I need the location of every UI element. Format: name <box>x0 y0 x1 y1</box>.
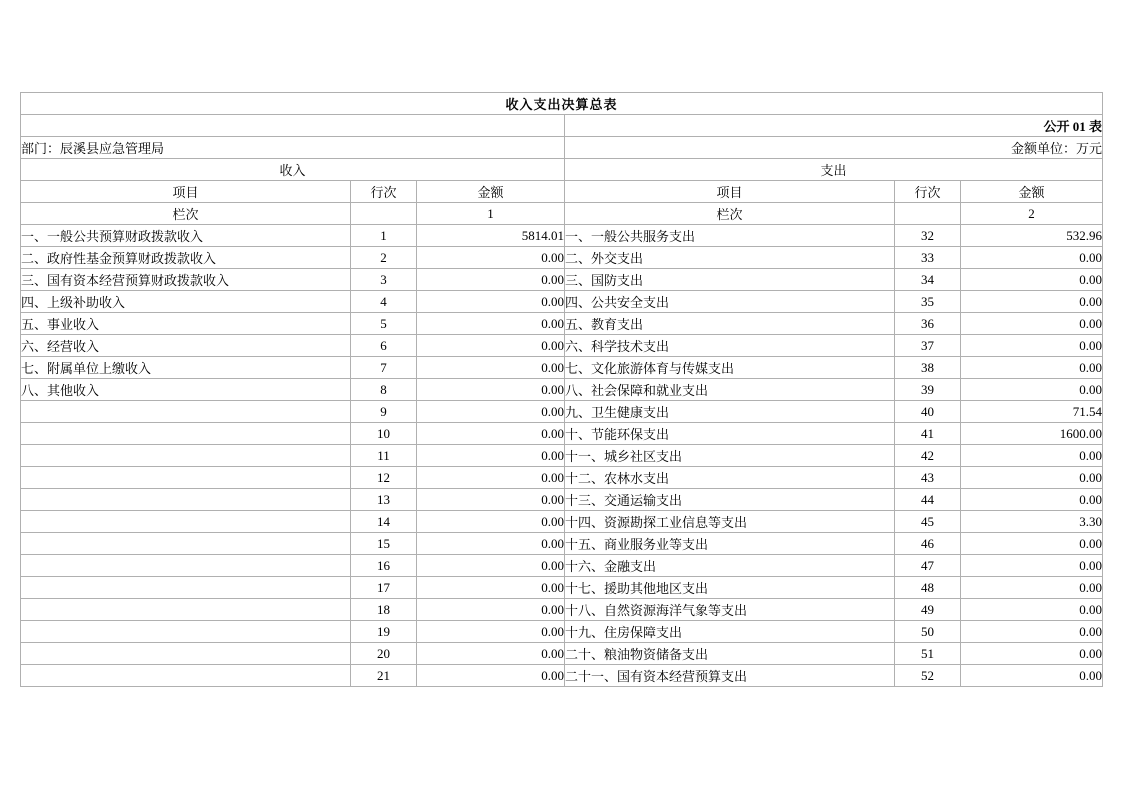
expense-rowno-cell: 44 <box>895 489 961 511</box>
income-rowno-cell: 6 <box>351 335 417 357</box>
expense-item-cell: 五、教育支出 <box>565 313 895 335</box>
income-rowno-cell: 17 <box>351 577 417 599</box>
expense-rowno-header: 行次 <box>895 181 961 203</box>
table-row <box>21 379 1103 401</box>
table-row <box>21 291 1103 313</box>
amount-unit-label: 金额单位：万元 <box>565 137 1103 159</box>
income-item-cell <box>21 621 351 643</box>
income-rowno-cell: 15 <box>351 533 417 555</box>
table-row <box>21 445 1103 467</box>
income-amount-cell: 0.00 <box>417 643 565 665</box>
expense-item-cell: 二十一、国有资本经营预算支出 <box>565 665 895 687</box>
expense-rowno-cell: 32 <box>895 225 961 247</box>
income-rowno-cell: 18 <box>351 599 417 621</box>
meta-row <box>21 137 1103 159</box>
expense-amount-cell: 71.54 <box>961 401 1103 423</box>
expense-amount-cell: 532.96 <box>961 225 1103 247</box>
expense-lane-blank <box>895 203 961 225</box>
expense-amount-cell: 0.00 <box>961 467 1103 489</box>
income-rowno-cell: 16 <box>351 555 417 577</box>
expense-rowno-cell: 41 <box>895 423 961 445</box>
page-title: 收入支出决算总表 <box>21 93 1103 115</box>
expense-item-cell: 二十、粮油物资储备支出 <box>565 643 895 665</box>
income-lane-label: 栏次 <box>21 203 351 225</box>
table-row <box>21 533 1103 555</box>
table-row <box>21 489 1103 511</box>
table-row <box>21 467 1103 489</box>
income-amount-cell: 0.00 <box>417 445 565 467</box>
income-rowno-cell: 4 <box>351 291 417 313</box>
income-rowno-cell: 9 <box>351 401 417 423</box>
income-item-cell: 四、上级补助收入 <box>21 291 351 313</box>
expense-rowno-cell: 40 <box>895 401 961 423</box>
expense-amount-cell: 0.00 <box>961 335 1103 357</box>
income-item-cell <box>21 533 351 555</box>
income-item-cell: 一、一般公共预算财政拨款收入 <box>21 225 351 247</box>
income-item-cell: 三、国有资本经营预算财政拨款收入 <box>21 269 351 291</box>
expense-amount-cell: 0.00 <box>961 643 1103 665</box>
table-row <box>21 423 1103 445</box>
department-label: 部门：辰溪县应急管理局 <box>21 137 565 159</box>
expense-item-cell: 十一、城乡社区支出 <box>565 445 895 467</box>
expense-item-cell: 十五、商业服务业等支出 <box>565 533 895 555</box>
table-row <box>21 269 1103 291</box>
expense-amount-cell: 0.00 <box>961 555 1103 577</box>
income-amount-cell: 0.00 <box>417 511 565 533</box>
income-rowno-cell: 14 <box>351 511 417 533</box>
income-amount-cell: 0.00 <box>417 313 565 335</box>
expense-item-cell: 四、公共安全支出 <box>565 291 895 313</box>
income-amount-cell: 0.00 <box>417 423 565 445</box>
table-row <box>21 225 1103 247</box>
expense-rowno-cell: 43 <box>895 467 961 489</box>
income-amount-cell: 0.00 <box>417 291 565 313</box>
expense-item-cell: 一、一般公共服务支出 <box>565 225 895 247</box>
income-rowno-header: 行次 <box>351 181 417 203</box>
income-amount-cell: 0.00 <box>417 665 565 687</box>
expense-amount-cell: 0.00 <box>961 577 1103 599</box>
expense-rowno-cell: 39 <box>895 379 961 401</box>
income-item-cell <box>21 445 351 467</box>
income-item-cell <box>21 665 351 687</box>
expense-amount-cell: 1600.00 <box>961 423 1103 445</box>
income-item-cell <box>21 643 351 665</box>
expense-amount-cell: 0.00 <box>961 379 1103 401</box>
income-item-cell: 六、经营收入 <box>21 335 351 357</box>
income-item-cell <box>21 401 351 423</box>
expense-item-header: 项目 <box>565 181 895 203</box>
expense-rowno-cell: 37 <box>895 335 961 357</box>
expense-amount-cell: 0.00 <box>961 357 1103 379</box>
income-group-header: 收入 <box>21 159 565 181</box>
table-row <box>21 401 1103 423</box>
lane-header-row <box>21 203 1103 225</box>
expense-amount-cell: 3.30 <box>961 511 1103 533</box>
income-rowno-cell: 20 <box>351 643 417 665</box>
income-amount-cell: 5814.01 <box>417 225 565 247</box>
expense-rowno-cell: 38 <box>895 357 961 379</box>
expense-amount-cell: 0.00 <box>961 621 1103 643</box>
income-amount-cell: 0.00 <box>417 621 565 643</box>
income-rowno-cell: 1 <box>351 225 417 247</box>
income-amount-cell: 0.00 <box>417 577 565 599</box>
budget-summary-table <box>20 92 1103 687</box>
income-rowno-cell: 8 <box>351 379 417 401</box>
expense-item-cell: 二、外交支出 <box>565 247 895 269</box>
income-amount-cell: 0.00 <box>417 599 565 621</box>
income-rowno-cell: 10 <box>351 423 417 445</box>
income-item-cell: 七、附属单位上缴收入 <box>21 357 351 379</box>
income-rowno-cell: 13 <box>351 489 417 511</box>
expense-item-cell: 七、文化旅游体育与传媒支出 <box>565 357 895 379</box>
income-amount-cell: 0.00 <box>417 467 565 489</box>
income-amount-cell: 0.00 <box>417 555 565 577</box>
table-row <box>21 357 1103 379</box>
income-amount-header: 金额 <box>417 181 565 203</box>
group-header-row <box>21 159 1103 181</box>
table-row <box>21 577 1103 599</box>
income-item-cell <box>21 599 351 621</box>
expense-group-header: 支出 <box>565 159 1103 181</box>
income-item-cell <box>21 489 351 511</box>
income-item-cell <box>21 423 351 445</box>
expense-item-cell: 十九、住房保障支出 <box>565 621 895 643</box>
expense-rowno-cell: 47 <box>895 555 961 577</box>
expense-item-cell: 三、国防支出 <box>565 269 895 291</box>
table-row <box>21 599 1103 621</box>
expense-rowno-cell: 33 <box>895 247 961 269</box>
title-row <box>21 93 1103 115</box>
income-amount-cell: 0.00 <box>417 533 565 555</box>
expense-rowno-cell: 46 <box>895 533 961 555</box>
expense-item-cell: 十二、农林水支出 <box>565 467 895 489</box>
expense-lane-number: 2 <box>961 203 1103 225</box>
income-rowno-cell: 12 <box>351 467 417 489</box>
expense-rowno-cell: 51 <box>895 643 961 665</box>
expense-item-cell: 十七、援助其他地区支出 <box>565 577 895 599</box>
table-row <box>21 555 1103 577</box>
table-row <box>21 511 1103 533</box>
expense-item-cell: 十三、交通运输支出 <box>565 489 895 511</box>
expense-amount-cell: 0.00 <box>961 489 1103 511</box>
expense-rowno-cell: 36 <box>895 313 961 335</box>
expense-amount-cell: 0.00 <box>961 599 1103 621</box>
expense-rowno-cell: 34 <box>895 269 961 291</box>
expense-rowno-cell: 49 <box>895 599 961 621</box>
income-rowno-cell: 3 <box>351 269 417 291</box>
income-item-cell: 五、事业收入 <box>21 313 351 335</box>
table-row <box>21 621 1103 643</box>
income-item-cell <box>21 577 351 599</box>
income-amount-cell: 0.00 <box>417 401 565 423</box>
income-item-cell: 八、其他收入 <box>21 379 351 401</box>
income-rowno-cell: 19 <box>351 621 417 643</box>
table-row <box>21 665 1103 687</box>
table-row <box>21 335 1103 357</box>
income-lane-blank <box>351 203 417 225</box>
expense-item-cell: 十六、金融支出 <box>565 555 895 577</box>
report-number: 公开 01 表 <box>565 115 1103 137</box>
expense-amount-cell: 0.00 <box>961 291 1103 313</box>
expense-rowno-cell: 50 <box>895 621 961 643</box>
income-amount-cell: 0.00 <box>417 489 565 511</box>
expense-item-cell: 十、节能环保支出 <box>565 423 895 445</box>
expense-rowno-cell: 45 <box>895 511 961 533</box>
income-amount-cell: 0.00 <box>417 269 565 291</box>
expense-item-cell: 九、卫生健康支出 <box>565 401 895 423</box>
expense-rowno-cell: 48 <box>895 577 961 599</box>
table-row <box>21 313 1103 335</box>
expense-lane-label: 栏次 <box>565 203 895 225</box>
income-lane-number: 1 <box>417 203 565 225</box>
expense-amount-cell: 0.00 <box>961 533 1103 555</box>
expense-amount-cell: 0.00 <box>961 665 1103 687</box>
report-no-row <box>21 115 1103 137</box>
income-rowno-cell: 7 <box>351 357 417 379</box>
expense-rowno-cell: 42 <box>895 445 961 467</box>
table-row <box>21 247 1103 269</box>
expense-rowno-cell: 52 <box>895 665 961 687</box>
expense-amount-cell: 0.00 <box>961 269 1103 291</box>
expense-item-cell: 八、社会保障和就业支出 <box>565 379 895 401</box>
income-amount-cell: 0.00 <box>417 379 565 401</box>
table-row <box>21 643 1103 665</box>
title-spacer-left <box>21 115 565 137</box>
expense-item-cell: 十八、自然资源海洋气象等支出 <box>565 599 895 621</box>
income-amount-cell: 0.00 <box>417 357 565 379</box>
expense-amount-cell: 0.00 <box>961 247 1103 269</box>
income-amount-cell: 0.00 <box>417 335 565 357</box>
expense-rowno-cell: 35 <box>895 291 961 313</box>
income-item-cell: 二、政府性基金预算财政拨款收入 <box>21 247 351 269</box>
expense-amount-cell: 0.00 <box>961 445 1103 467</box>
expense-amount-header: 金额 <box>961 181 1103 203</box>
income-item-cell <box>21 555 351 577</box>
income-rowno-cell: 5 <box>351 313 417 335</box>
income-amount-cell: 0.00 <box>417 247 565 269</box>
column-header-row <box>21 181 1103 203</box>
income-rowno-cell: 11 <box>351 445 417 467</box>
expense-amount-cell: 0.00 <box>961 313 1103 335</box>
expense-item-cell: 十四、资源勘探工业信息等支出 <box>565 511 895 533</box>
income-item-cell <box>21 511 351 533</box>
income-rowno-cell: 2 <box>351 247 417 269</box>
income-item-cell <box>21 467 351 489</box>
table-body <box>21 93 1103 687</box>
income-rowno-cell: 21 <box>351 665 417 687</box>
expense-item-cell: 六、科学技术支出 <box>565 335 895 357</box>
income-item-header: 项目 <box>21 181 351 203</box>
